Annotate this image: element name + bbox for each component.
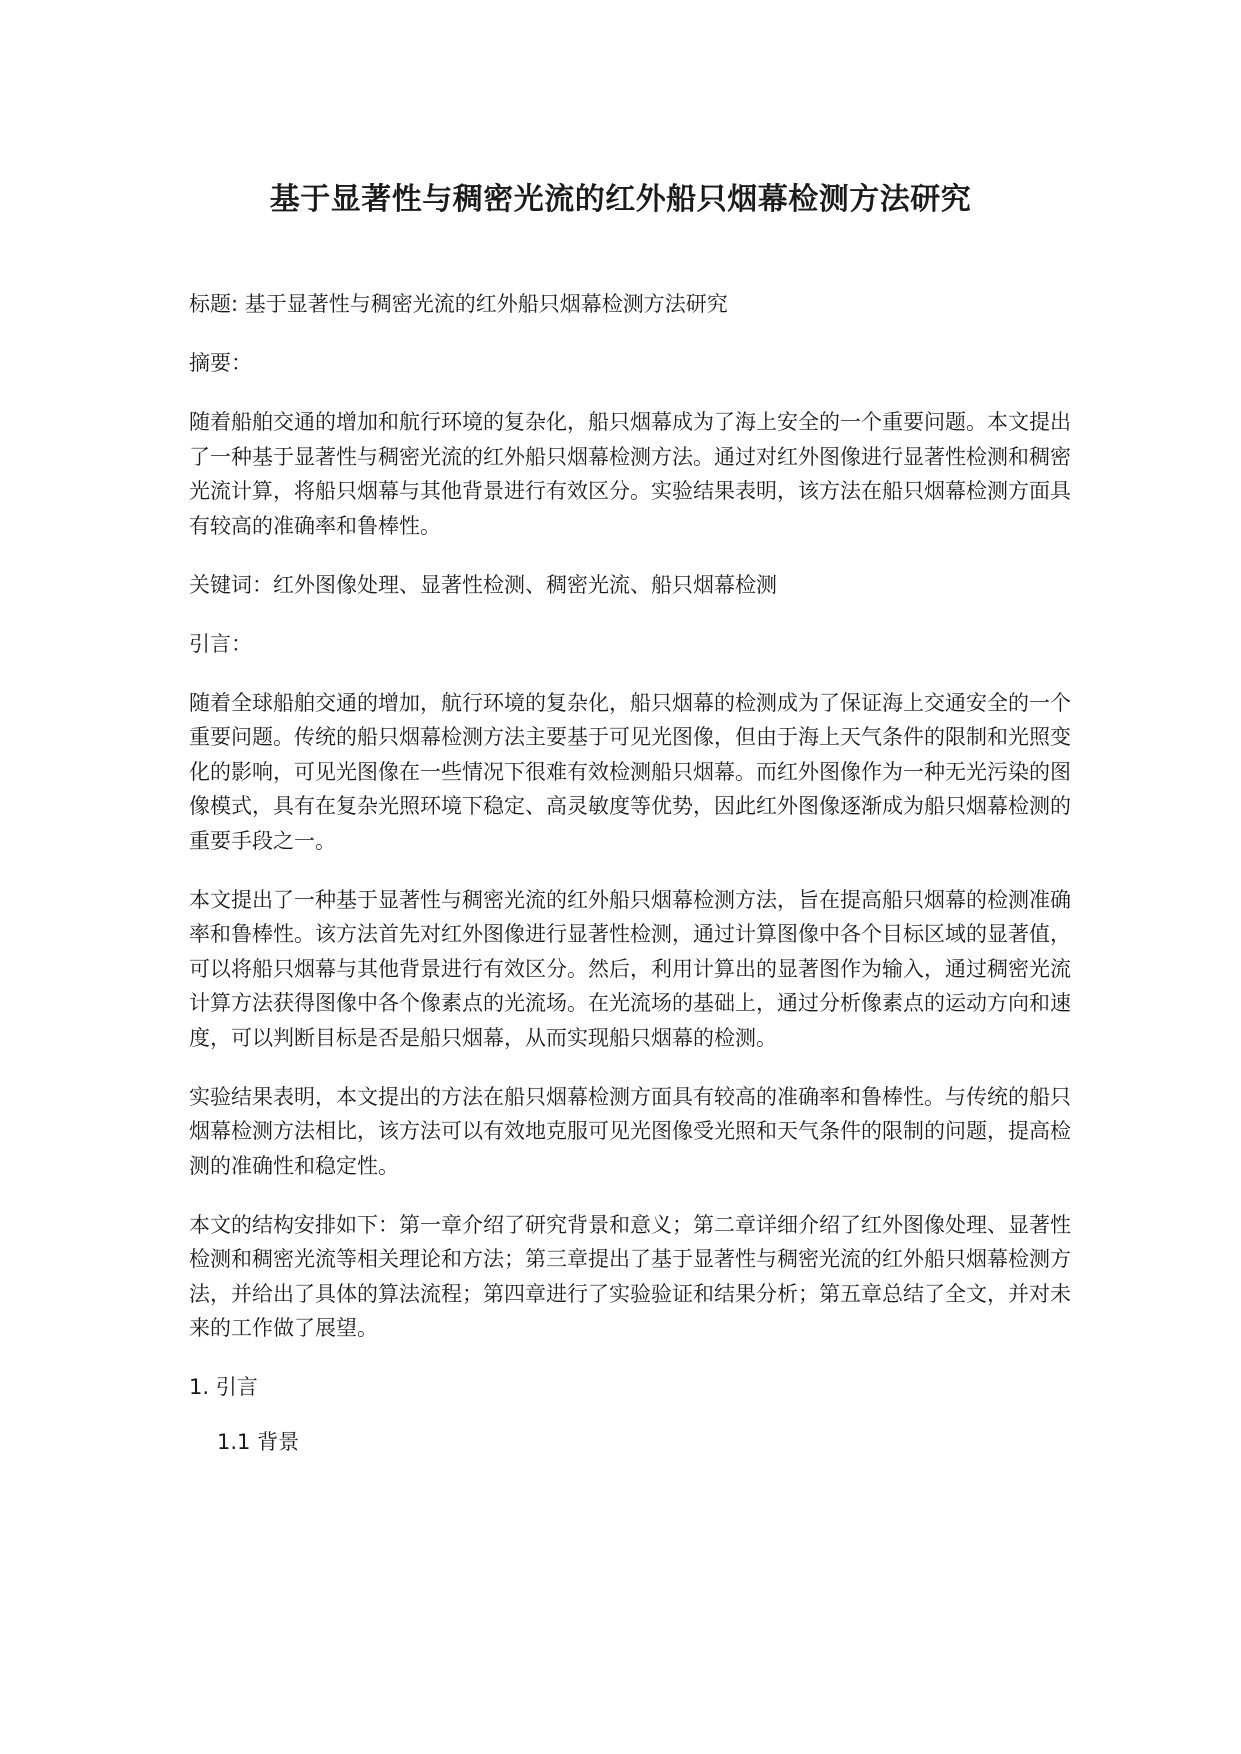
intro-paragraph: 实验结果表明，本文提出的方法在船只烟幕检测方面具有较高的准确率和鲁棒性。与传统的船只烟幕检测方法相比，该方法可以有效地克服可见光图像受光照和天气条件的限制的问题，提高检测的准确性和稳定性。 [189,1084,1071,1178]
intro-paragraph: 随着全球船舶交通的增加，航行环境的复杂化，船只烟幕的检测成为了保证海上交通安全的一个重要问题。传统的船只烟幕检测方法主要基于可见光图像，但由于海上天气条件的限制和光照变化的影响，可见光图像在一些情况下很难有效检测船只烟幕。而红外图像作为一种无光污染的图像模式，具有在复杂光照环境下稳定、高灵敏度等优势，因此红外图像逐渐成为船只烟幕检测的重要手段之一。 [189,690,1071,853]
title-line: 标题: 基于显著性与稠密光流的红外船只烟幕检测方法研究 [189,292,728,316]
page-title: 基于显著性与稠密光流的红外船只烟幕检测方法研究 [269,182,972,217]
intro-paragraph: 本文的结构安排如下：第一章介绍了研究背景和意义；第二章详细介绍了红外图像处理、显著性检测和稠密光流等相关理论和方法；第三章提出了基于显著性与稠密光流的红外船只烟幕检测方法，并给出了具体的算法流程；第四章进行了实验验证和结果分析；第五章总结了全文，并对未来的工作做了展望。 [189,1212,1071,1340]
intro-paragraph: 本文提出了一种基于显著性与稠密光流的红外船只烟幕检测方法，旨在提高船只烟幕的检测准确率和鲁棒性。该方法首先对红外图像进行显著性检测，通过计算图像中各个目标区域的显著值，可以将船只烟幕与其他背景进行有效区分。然后，利用计算出的显著图作为输入，通过稠密光流计算方法获得图像中各个像素点的光流场。在光流场的基础上，通过分析像素点的运动方向和速度，可以判断目标是否是船只烟幕，从而实现船只烟幕的检测。 [189,887,1071,1050]
abstract-paragraph: 随着船舶交通的增加和航行环境的复杂化，船只烟幕成为了海上安全的一个重要问题。本文提出了一种基于显著性与稠密光流的红外船只烟幕检测方法。通过对红外图像进行显著性检测和稠密光流计算，将船只烟幕与其他背景进行有效区分。实验结果表明，该方法在船只烟幕检测方面具有较高的准确率和鲁棒性。 [189,410,1071,538]
intro-label: 引言： [189,631,252,656]
section-heading: 1. 引言 [189,1375,258,1399]
abstract-label: 摘要： [189,351,252,375]
document-body [189,287,1089,1459]
keywords-line: 关键词：红外图像处理、显著性检测、稠密光流、船只烟幕检测 [189,572,777,597]
subsection-heading: 1.1 背景 [217,1429,300,1454]
